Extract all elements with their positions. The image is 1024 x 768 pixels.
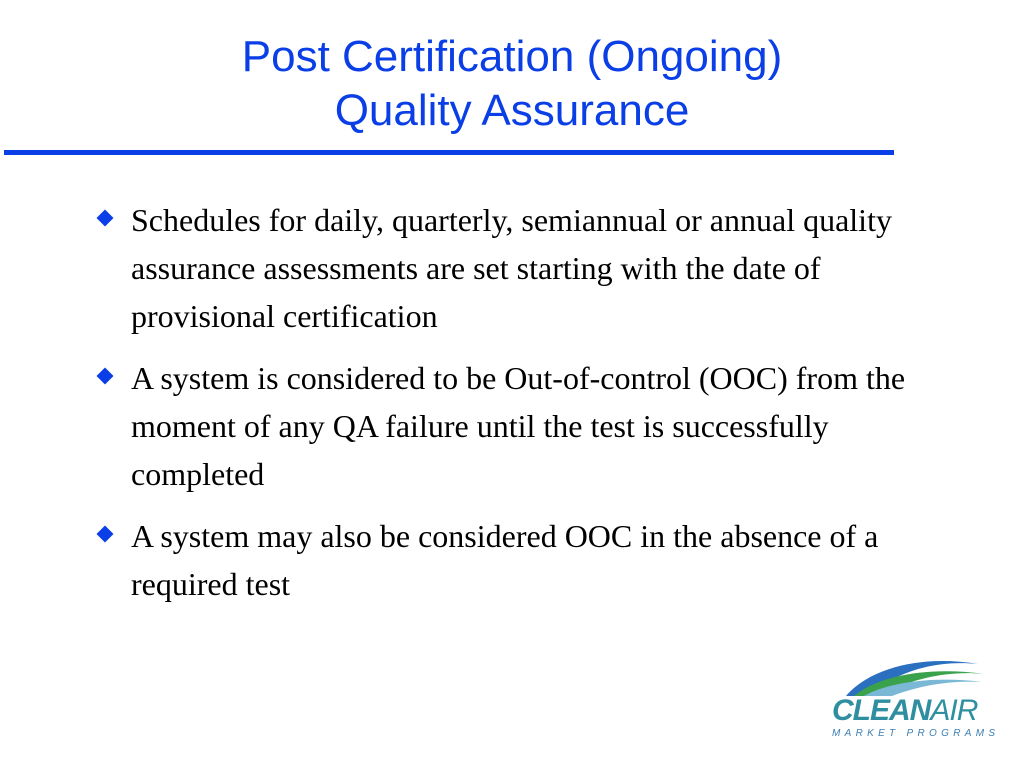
diamond-bullet-icon <box>97 368 114 385</box>
bullet-item <box>96 196 926 340</box>
clean-air-markets-logo <box>828 652 1000 744</box>
diamond-bullet-icon <box>97 210 114 227</box>
bullet-item <box>96 354 926 498</box>
slide-title-line-2: Quality Assurance <box>334 86 690 135</box>
logo-word-air: AIR <box>930 694 978 727</box>
bullet-text: A system is considered to be Out-of-control (OOC) from the moment of any QA failure until the test is successfully completed <box>131 360 906 492</box>
logo-wordmark <box>832 694 977 728</box>
bullet-item <box>96 512 926 608</box>
slide-title <box>0 30 1024 138</box>
title-divider <box>4 150 894 155</box>
slide-title-line-1: Post Certification (Ongoing) <box>241 32 783 81</box>
logo-word-clean: CLEAN <box>832 694 931 727</box>
diamond-bullet-icon <box>97 526 114 543</box>
bullet-list <box>96 196 926 622</box>
bullet-text: A system may also be considered OOC in the absence of a required test <box>131 518 879 602</box>
logo-wave-icon <box>828 652 988 698</box>
logo-subtitle: MARKET PROGRAMS <box>832 728 1000 739</box>
bullet-text: Schedules for daily, quarterly, semiannual or annual quality assurance assessments are set starting with the date of provisional certification <box>131 202 892 334</box>
